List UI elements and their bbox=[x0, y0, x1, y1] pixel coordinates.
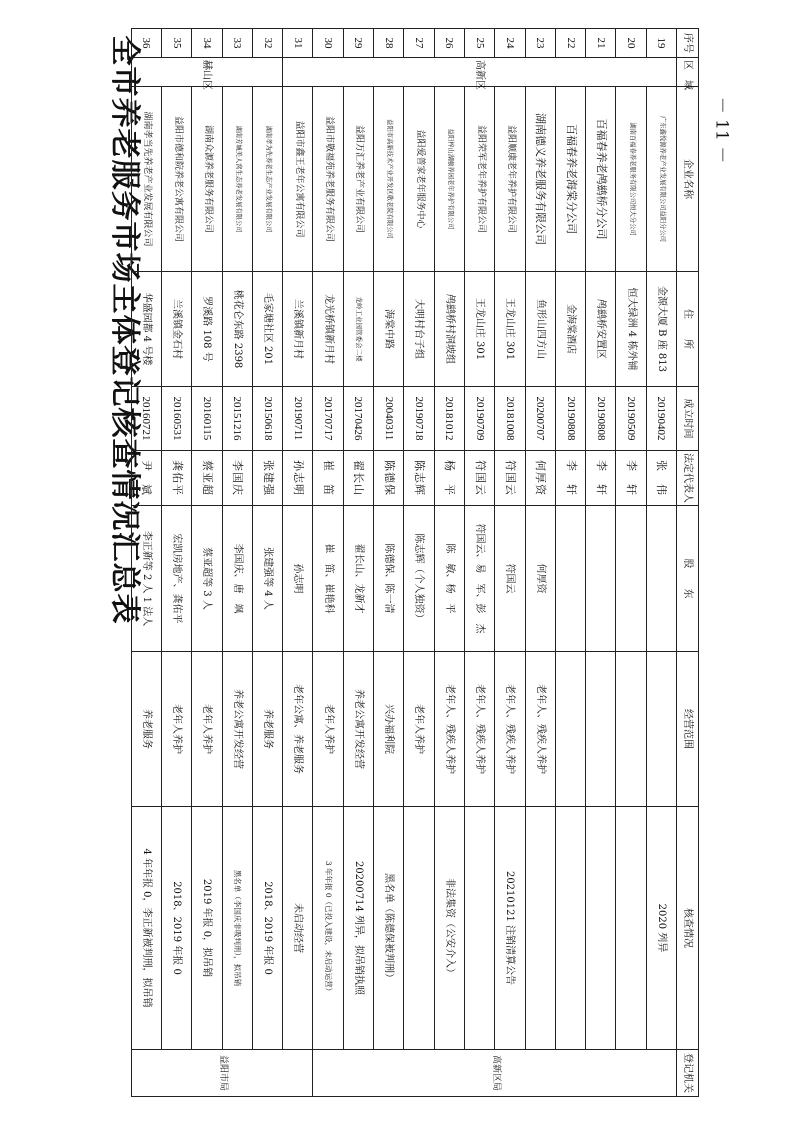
cell-index: 22 bbox=[555, 29, 585, 58]
cell-company: 百福春养老海棠分公司 bbox=[555, 87, 585, 272]
cell-index: 33 bbox=[222, 29, 252, 58]
cell-authority-gaoxin: 高新区局 bbox=[313, 1050, 677, 1097]
table-row bbox=[222, 29, 252, 1097]
cell-shareholders: 符国云 bbox=[495, 506, 525, 652]
cell-address: 鸬鹚桥村洞坡组 bbox=[434, 272, 464, 387]
cell-scope bbox=[616, 652, 646, 807]
cell-index: 23 bbox=[525, 29, 555, 58]
cell-address: 大明村台子组 bbox=[404, 272, 434, 387]
cell-address: 华盛园都 4 号楼 bbox=[131, 272, 161, 387]
table-row bbox=[283, 29, 313, 1097]
table-row bbox=[131, 29, 161, 1097]
cell-legal-rep: 符国云 bbox=[495, 451, 525, 506]
cell-company: 益阳荣军老年养护有限公司 bbox=[464, 87, 494, 272]
cell-status bbox=[616, 807, 646, 1050]
cell-company: 益阳顺康老年养护有限公司 bbox=[495, 87, 525, 272]
cell-index: 32 bbox=[252, 29, 282, 58]
cell-legal-rep: 杨 平 bbox=[434, 451, 464, 506]
cell-legal-rep: 李国庆 bbox=[222, 451, 252, 506]
cell-shareholders: 翟长山、龙新才 bbox=[343, 506, 373, 652]
cell-established: 20190718 bbox=[404, 387, 434, 451]
cell-address: 金海棠酒店 bbox=[555, 272, 585, 387]
cell-established: 20190711 bbox=[283, 387, 313, 451]
cell-established: 20160721 bbox=[131, 387, 161, 451]
cell-company: 湖南众源养老服务有限公司 bbox=[192, 87, 222, 272]
header-address: 住 所 bbox=[677, 272, 699, 387]
cell-index: 30 bbox=[313, 29, 343, 58]
cell-legal-rep: 李 轩 bbox=[555, 451, 585, 506]
cell-established: 20170426 bbox=[343, 387, 373, 451]
table-row bbox=[404, 29, 434, 1097]
header-region: 区 域 bbox=[677, 58, 699, 87]
table-row bbox=[313, 29, 343, 1097]
cell-scope: 老年人养护 bbox=[404, 652, 434, 807]
cell-legal-rep: 符国云 bbox=[464, 451, 494, 506]
cell-company: 湖南芳城美人窝生态养老发展有限公司 bbox=[222, 87, 252, 272]
cell-address: 龙岭工业园管委会二楼 bbox=[343, 272, 373, 387]
cell-company: 湖南百福春养老服务有限公司恒大分公司 bbox=[616, 87, 646, 272]
cell-address: 鸬鹚桥安置区 bbox=[586, 272, 616, 387]
cell-shareholders: 陈德保、陈一清 bbox=[374, 506, 404, 652]
header-index: 序号 bbox=[677, 29, 699, 58]
cell-address: 毛家塘社区 201 bbox=[252, 272, 282, 387]
cell-scope: 养老服务 bbox=[252, 652, 282, 807]
table-row bbox=[525, 29, 555, 1097]
cell-status bbox=[404, 807, 434, 1050]
table-row bbox=[586, 29, 616, 1097]
table-container bbox=[140, 28, 699, 1096]
cell-index: 28 bbox=[374, 29, 404, 58]
cell-status: 2018、2019 年报 0 bbox=[252, 807, 282, 1050]
cell-scope: 兴办福利院 bbox=[374, 652, 404, 807]
cell-scope: 老年人养护 bbox=[161, 652, 191, 807]
cell-scope: 养老公寓开发经营 bbox=[222, 652, 252, 807]
cell-status: 3 年年报 0（已投入建设，未启动运营） bbox=[313, 807, 343, 1050]
table-header-row bbox=[677, 29, 699, 1097]
cell-status: 4 年年报 0，李正新被判刑，拟吊销 bbox=[131, 807, 161, 1050]
cell-index: 25 bbox=[464, 29, 494, 58]
header-authority: 登记机关 bbox=[677, 1050, 699, 1097]
cell-legal-rep: 张 伟 bbox=[646, 451, 676, 506]
cell-legal-rep: 翟长山 bbox=[343, 451, 373, 506]
table-row bbox=[495, 29, 525, 1097]
table-row bbox=[555, 29, 585, 1097]
header-company: 企业名称 bbox=[677, 87, 699, 272]
cell-index: 21 bbox=[586, 29, 616, 58]
cell-index: 29 bbox=[343, 29, 373, 58]
cell-established: 20190509 bbox=[616, 387, 646, 451]
cell-established: 20190808 bbox=[586, 387, 616, 451]
cell-scope: 老年公寓、养老服务 bbox=[283, 652, 313, 807]
cell-status: 黑名单（陈德保被判刑） bbox=[374, 807, 404, 1050]
cell-established: 20040311 bbox=[374, 387, 404, 451]
cell-scope: 养老公寓开发经营 bbox=[343, 652, 373, 807]
cell-index: 35 bbox=[161, 29, 191, 58]
cell-status: 黑名单（李国庆非吸判刑），拟吊销 bbox=[222, 807, 252, 1050]
cell-company: 益阳市高新技术产业开发区敬老院有限公司 bbox=[374, 87, 404, 272]
cell-established: 20181012 bbox=[434, 387, 464, 451]
cell-scope: 老年人养护 bbox=[313, 652, 343, 807]
cell-shareholders: 崔 笛、崔艳科 bbox=[313, 506, 343, 652]
cell-legal-rep: 张建强 bbox=[252, 451, 282, 506]
cell-legal-rep: 李 轩 bbox=[616, 451, 646, 506]
cell-company: 湖南孝为先养老生态产业发展有限公司 bbox=[252, 87, 282, 272]
cell-scope: 老年人、残疾人养护 bbox=[495, 652, 525, 807]
table-row bbox=[252, 29, 282, 1097]
cell-scope: 老年人、残疾人养护 bbox=[434, 652, 464, 807]
table-row bbox=[616, 29, 646, 1097]
cell-address: 桃花仑东路 2398 bbox=[222, 272, 252, 387]
table-row bbox=[434, 29, 464, 1097]
cell-established: 20170717 bbox=[313, 387, 343, 451]
cell-scope: 老年人、残疾人养护 bbox=[525, 652, 555, 807]
cell-established: 20150618 bbox=[252, 387, 282, 451]
cell-shareholders bbox=[555, 506, 585, 652]
cell-legal-rep: 何厚资 bbox=[525, 451, 555, 506]
cell-address: 恒大绿洲 4 栋外铺 bbox=[616, 272, 646, 387]
cell-index: 36 bbox=[131, 29, 161, 58]
cell-established: 20160531 bbox=[161, 387, 191, 451]
cell-shareholders bbox=[616, 506, 646, 652]
cell-status: 非法集资（公安介入） bbox=[434, 807, 464, 1050]
cell-status: 20200714 列异，拟吊销执照 bbox=[343, 807, 373, 1050]
cell-index: 26 bbox=[434, 29, 464, 58]
cell-legal-rep: 崔 笛 bbox=[313, 451, 343, 506]
cell-shareholders: 蔡亚超等 3 人 bbox=[192, 506, 222, 652]
cell-index: 19 bbox=[646, 29, 676, 58]
cell-address: 兰溪镇金石村 bbox=[161, 272, 191, 387]
cell-company: 益阳市敬福苑养老服务有限公司 bbox=[313, 87, 343, 272]
cell-scope bbox=[586, 652, 616, 807]
cell-established: 20190709 bbox=[464, 387, 494, 451]
cell-shareholders: 符国云、易 军、彭 杰 bbox=[464, 506, 494, 652]
table-row bbox=[192, 29, 222, 1097]
header-shareholders: 股 东 bbox=[677, 506, 699, 652]
cell-company: 益阳万汇养老产业有限公司 bbox=[343, 87, 373, 272]
cell-status: 2019 年报 0，拟吊销 bbox=[192, 807, 222, 1050]
cell-company: 广东鑫悦源养老产业发展有限公司益阳分公司 bbox=[646, 87, 676, 272]
table-row bbox=[646, 29, 676, 1097]
cell-established: 20160115 bbox=[192, 387, 222, 451]
cell-index: 20 bbox=[616, 29, 646, 58]
cell-legal-rep: 蔡亚超 bbox=[192, 451, 222, 506]
cell-shareholders bbox=[646, 506, 676, 652]
cell-shareholders: 张建强等 4 人 bbox=[252, 506, 282, 652]
header-scope: 经营范围 bbox=[677, 652, 699, 807]
cell-status bbox=[586, 807, 616, 1050]
table-row bbox=[161, 29, 191, 1097]
rotated-table-frame bbox=[140, 28, 699, 1096]
cell-status: 2020 列异 bbox=[646, 807, 676, 1050]
table-row bbox=[343, 29, 373, 1097]
cell-legal-rep: 陈德保 bbox=[374, 451, 404, 506]
cell-status bbox=[525, 807, 555, 1050]
header-legal-rep: 法定代表人 bbox=[677, 451, 699, 506]
header-status: 核查情况 bbox=[677, 807, 699, 1050]
cell-company: 湖南孝当先养老产业发展有限公司 bbox=[131, 87, 161, 272]
cell-shareholders: 宏凯房地产、龚佑平 bbox=[161, 506, 191, 652]
cell-address: 王龙山庄 301 bbox=[464, 272, 494, 387]
cell-status: 未启动经营 bbox=[283, 807, 313, 1050]
cell-address: 龙光桥镇新月村 bbox=[313, 272, 343, 387]
cell-scope: 养老服务 bbox=[131, 652, 161, 807]
cell-status bbox=[555, 807, 585, 1050]
cell-scope: 老年人、残疾人养护 bbox=[464, 652, 494, 807]
cell-address: 鱼形山四方山 bbox=[525, 272, 555, 387]
cell-authority-yiyang: 益阳市局 bbox=[131, 1050, 313, 1097]
cell-status: 2018、2019 年报 0 bbox=[161, 807, 191, 1050]
cell-scope bbox=[646, 652, 676, 807]
cell-company: 益阳梓山湖颐养园老年养护有限公司 bbox=[434, 87, 464, 272]
cell-address: 海棠中路 bbox=[374, 272, 404, 387]
cell-address: 罗溪路 108 号 bbox=[192, 272, 222, 387]
page-title: 全市养老服务市场主体登记核查情况汇总表 bbox=[107, 35, 142, 625]
cell-company: 益阳市德和院养老公寓有限公司 bbox=[161, 87, 191, 272]
cell-address: 王龙山庄 301 bbox=[495, 272, 525, 387]
cell-shareholders: 陈 敏、杨 平 bbox=[434, 506, 464, 652]
cell-legal-rep: 李 轩 bbox=[586, 451, 616, 506]
cell-index: 34 bbox=[192, 29, 222, 58]
cell-status: 20210121 注销清算公告 bbox=[495, 807, 525, 1050]
cell-established: 20200707 bbox=[525, 387, 555, 451]
cell-established: 20190402 bbox=[646, 387, 676, 451]
cell-company: 益阳爱普家老年服务中心 bbox=[404, 87, 434, 272]
cell-shareholders: 孙志明 bbox=[283, 506, 313, 652]
cell-legal-rep: 龚佑平 bbox=[161, 451, 191, 506]
cell-index: 24 bbox=[495, 29, 525, 58]
cell-company: 益阳市鑫王老年公寓有限公司 bbox=[283, 87, 313, 272]
cell-established: 20151216 bbox=[222, 387, 252, 451]
cell-company: 湖南德义养老服务有限公司 bbox=[525, 87, 555, 272]
cell-status bbox=[464, 807, 494, 1050]
cell-index: 27 bbox=[404, 29, 434, 58]
page-number: － 11 － bbox=[711, 96, 732, 164]
cell-index: 31 bbox=[283, 29, 313, 58]
header-established: 成立时间 bbox=[677, 387, 699, 451]
summary-table bbox=[131, 28, 699, 1097]
cell-address: 兰溪镇新月村 bbox=[283, 272, 313, 387]
cell-legal-rep: 尹 斌 bbox=[131, 451, 161, 506]
cell-legal-rep: 孙志明 bbox=[283, 451, 313, 506]
table-row bbox=[374, 29, 404, 1097]
cell-region-heshan: 赫山区 bbox=[131, 58, 282, 87]
cell-shareholders: 陈志辉（个人独资） bbox=[404, 506, 434, 652]
cell-shareholders: 李国庆、唐 飒 bbox=[222, 506, 252, 652]
table-row bbox=[464, 29, 494, 1097]
cell-scope: 老年人养护 bbox=[192, 652, 222, 807]
cell-address: 金源大厦 B 座 813 bbox=[646, 272, 676, 387]
cell-region-gaoxin: 高新区 bbox=[283, 58, 677, 87]
cell-legal-rep: 陈志辉 bbox=[404, 451, 434, 506]
cell-shareholders: 李正新等 2 人 1 法人 bbox=[131, 506, 161, 652]
cell-shareholders: 何厚资 bbox=[525, 506, 555, 652]
cell-company: 百福春养老鸬鹚桥分公司 bbox=[586, 87, 616, 272]
cell-shareholders bbox=[586, 506, 616, 652]
cell-established: 20181008 bbox=[495, 387, 525, 451]
cell-established: 20190808 bbox=[555, 387, 585, 451]
cell-scope bbox=[555, 652, 585, 807]
